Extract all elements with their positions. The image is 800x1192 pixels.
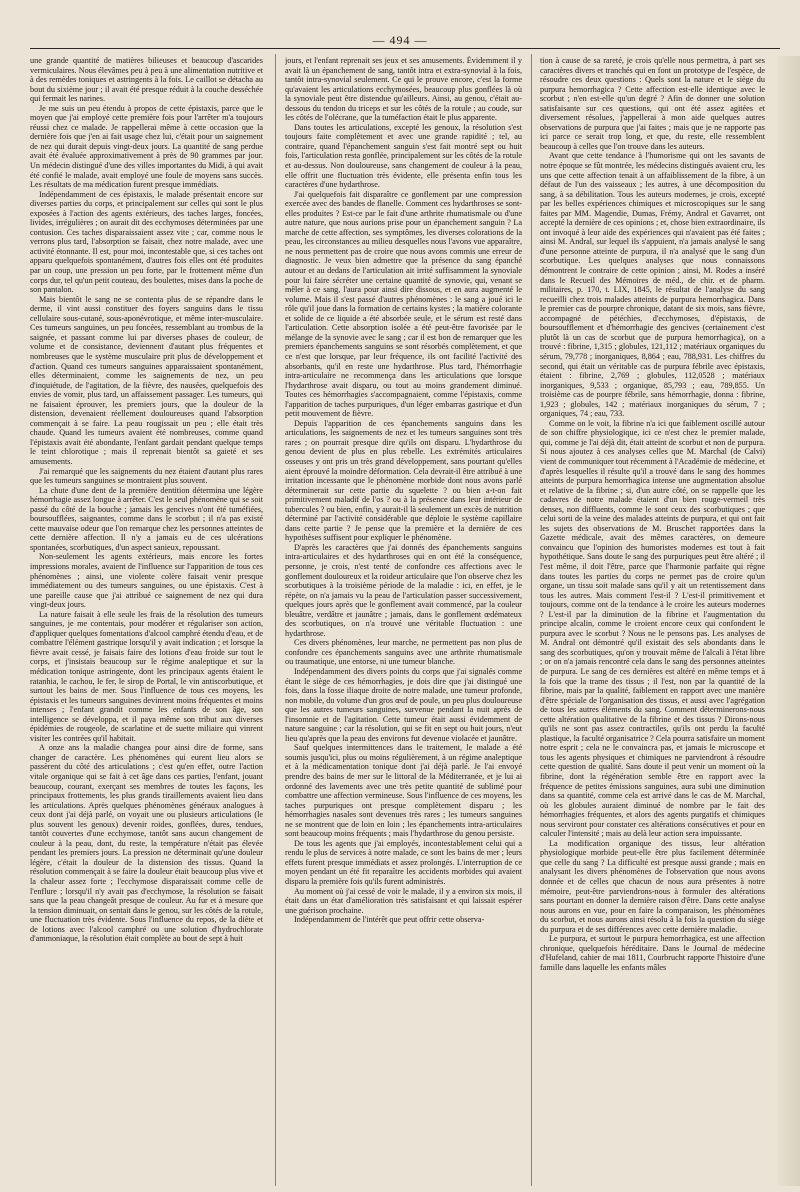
paragraph: tion à cause de sa rareté, je crois qu'elle nous permettra, à part ses caractères divers et tranchés qui en font un prototype de l'espèce, de résoudre ces deux questions : Quels sont la nature et le siège du purpura hemorrhagica ? Cette affection est-elle identique avec le scorbut ; n'en est-elle qu'un degré ? Afin de donner une solution satisfaisante sur ces questions, qui ont été assez agitées et diversement résolues, j'appellerai à mon aide quelques autres observations de purpura que j'ai faites ; mais que je ne rapporte pas ici parce ce serait trop long, et que, du reste, elle ressemblent beaucoup à celles que l'on trouve dans les auteurs. xyxy=(540,56,765,151)
paragraph: Avant que cette tendance à l'humorisme qui ont les savants de notre époque se fût montrée, les médecins distingués avaient cru, les uns que cette affection tenait à un affaiblissement de la fibre, à un défaut de l'un des vaisseaux ; les autres, à une décomposition du sang, à sa débilitation. Tous les auteurs modernes, je crois, excepté par les belles expériences chimiques et microscopiques sur le sang faites par MM. Magendie, Dumas, Frémy, Andral et Gavarret, ont accepté la dernière de ces opinions ; et, chose bien extraordinaire, ils ont invoqué à leur aide des expériences qui n'avaient pas été faites ; ainsi M. Andral, sur lequel ils s'appuient, n'a jamais analysé le sang d'une personne atteinte de purpura, il n'a analysé que le sang d'un scorbutique. Les quelques analyses que nous connaissons démontrent le contraire de cette opinion ; ainsi, M. Rodes a inséré dans le Recueil des Mémoires de méd., de chir. et de pharm. militaires, p. 170, t. LIX, 1845, le résultat de l'analyse du sang recueilli chez trois malades atteints de purpura hemorrhagica. Dans le premier cas de pourpre chronique, datant de six mois, sans fièvre, accompagné de pétéchies, d'ecchymoses, d'épistaxis, de boursoufflement et d'hémorrhagie des gencives (certainement c'est plutôt là un cas de scorbut que de purpura hemorrhagica), on a trouvé : fibrine, 1,315 ; globules, 121,112 ; matériaux organiques du sérum, 79,778 ; inorganiques, 8,864 ; eau, 788,931. Les chiffres du second, qui était un véritable cas de purpura fébrile avec épistaxis, étaient : fibrine, 2,769 ; globules, 112,0528 ; matériaux inorganiques, 9,533 ; organique, 85,793 ; eau, 789,855. Un troisième cas de pourpre fébrile, sans hémorrhagie, donna : fibrine, 1,923 ; globules, 142 ; matériaux inorganiques du sérum, 7 ; organiques, 74 ; eau, 733. xyxy=(540,151,765,419)
paragraph: La chute d'une dent de la première dentition détermina une légère hémorrhagie assez longue à arrêter. C'est le seul phénomène qui se soit passé du côté de la bouche ; jamais les gencives n'ont été tuméfiées, boursoufflées, saignantes, comme dans le scorbut ; il n'a pas existé cette mauvaise odeur que l'on remarque chez les personnes atteintes de cette dernière affection. Il n'y a jamais eu de ces ulcérations spontanées, scorbutiques, d'un aspect sanieux, repoussant. xyxy=(30,485,263,552)
paragraph: De tous les agents que j'ai employés, incontestablement celui qui a rendu le plus de services à notre malade, ce sont les bains de mer ; leurs effets furent presque immédiats et assez prolongés. L'interruption de ce moyen pendant un été fit reparaître les accidents morbides qui avaient disparu la première fois qu'ils furent administrés. xyxy=(285,838,522,887)
column-middle xyxy=(285,56,522,1186)
paragraph: Non-seulement les agents extérieurs, mais encore les fortes impressions morales, avaient de l'influence sur l'apparition de tous ces phénomènes ; ainsi, une violente colère faisait venir presque immédiatement ou des tumeurs sanguines, ou une épistaxis. C'est à une pareille cause que j'ai attribué ce saignement de nez qui dura vingt-deux jours. xyxy=(30,552,263,610)
paragraph: Le purpura, et surtout le purpura hemorrhagica, est une affection chronique, quelquefois héréditaire. Dans le Journal de médecine d'Hufeland, cahier de mai 1811, Courbrucht rapporte l'histoire d'une famille dans laquelle les enfants mâles xyxy=(540,934,765,972)
paragraph: J'ai quelquefois fait disparaître ce gonflement par une compression exercée avec des bandes de flanelle. Comment ces hydarthroses se sont-elles produites ? Est-ce par le fait d'une arthrite rhumatismale ou d'une autre nature, que nous aurions prise pour un épanchement sanguin ? La marche de cette affection, ses symptômes, les diverses colorations de la peau, les circonstances au milieu desquelles nous l'avons vue apparaître, ne nous permettent pas de croire que nous avons commis une erreur de diagnostic. Je veux bien admettre que la présence du sang épanché autour et au dedans de l'articulation ait irrité suffisamment la synoviale pour lui faire sécréter une certaine quantité de synovie, qui, venant se mêler à ce sang, l'aura pour ainsi dire dissous, et en aura augmenté le volume. Mais il s'est passé d'autres phénomènes : le sang a joué ici le rôle qu'il joue dans la formation de certains kystes ; la matière colorante et solide de ce liquide a été absorbée seule, et le sérum est resté dans l'articulation. Cette absorption isolée a été peut-être favorisée par le mélange de la synovie avec le sang ; car il est bon de remarquer que les premiers épanchements sanguins se sont résorbés complètement, et que ce n'est que lorsque, par leur fréquence, ils ont facilité l'activité des absorbants, qu'il en reste une hydarthrose. Plus tard, l'hémorrhagie intra-articulaire ne recommença dans les articulations que lorsque l'hydarthrose avait disparu, ou tout au moins grandement diminué. Toutes ces hémorrhagies s'accompagnaient, comme l'épistaxis, comme l'apparition de taches purpuriques, d'un léger embarras gastrique et d'un petit mouvement de fièvre. xyxy=(285,189,522,419)
paragraph: D'après les caractères que j'ai donnés des épanchements sanguins intra-articulaires et des hydarthroses qui en ont été la conséquence, personne, je crois, n'est tenté de confondre ces affections avec le gonflement douloureux et la roideur articulaire que l'on observe chez les scorbutiques à la troisième période de la maladie : ici, en effet, je le répète, on n'a jamais vu la peau de l'articulation passer successivement, quelques jours après que le gonflement avait commencé, par la couleur bleuâtre, verdâtre et jaunâtre ; jamais, dans le gonflement œdémateux des scorbutiques, on n'a trouvé une véritable fluctuation : une hydarthrose. xyxy=(285,542,522,638)
paragraph: J'ai remarqué que les saignements du nez étaient d'autant plus rares que les tumeurs sanguines se montraient plus souvent. xyxy=(30,466,263,486)
column-right xyxy=(540,56,765,1186)
page-number: — 494 — xyxy=(372,33,428,47)
paragraph: A onze ans la maladie changea pour ainsi dire de forme, sans changer de caractère. Les phénomènes qui eurent lieu alors se passèrent du côté des articulations ; c'est qu'en effet, outre l'action vitale organique qui se fait à cet âge dans ces parties, l'enfant, jouant beaucoup, courant, exerçant ses membres de toutes les façons, les principaux frottements, les plus grands tiraillements avaient lieu dans les articulations. Après quelques phénomènes généraux analogues à ceux dont j'ai déjà parlé, on voyait une ou plusieurs articulations (le plus souvent les genoux) devenir roides, gonflées, dures, tendues, tantôt couvertes d'une ecchymose, tantôt sans aucun changement de couleur à la peau, dont, du reste, la température n'était pas élevée pendant les premiers jours. La pression ne déterminait qu'une douleur légère, c'était la douleur de la distension des tissus. Quand la résolution commençait à se faire la douleur était beaucoup plus vive et la chaleur assez forte ; l'ecchymose disparaissait comme celle de l'enflure ; lorsqu'il n'y avait pas d'ecchymose, la résolution se faisait sans que la peau changeât presque de couleur. Au fur et à mesure que la tension diminuait, on sentait dans le genou, sur les côtés de la rotule, une fluctuation très évidente. Sous l'influence du repos, de la diète et de lotions avec l'alcool camphré ou une solution d'hydrochlorate d'ammoniaque, la résolution était complète au bout de sept à huit xyxy=(30,743,263,944)
paragraph: Au moment où j'ai cessé de voir le malade, il y a environ six mois, il était dans un état d'amélioration très satisfaisant et qui laissait espérer une guérison prochaine. xyxy=(285,886,522,915)
paragraph: une grande quantité de matières bilieuses et beaucoup d'ascarides vermiculaires. Nous élevâmes peu à peu à une alimentation nutritive et à des remèdes toniques et astringents à la fois. Le caillot se détacha au bout du sixième jour ; il avait été presque réduit à la couche desséchée qui fermait les narines. xyxy=(30,56,263,104)
header-rule xyxy=(30,48,780,49)
column-divider-1 xyxy=(275,54,276,1186)
column-left xyxy=(30,56,263,1186)
paragraph: Mais bientôt le sang ne se contenta plus de se répandre dans le derme, il vint aussi constituer des foyers sanguins dans le tissu cellulaire sous-cutané, sous-aponévrotique, et même inter-musculaire. Ces tumeurs sanguines, un peu foncées, ressemblant au trombus de la saignée, et passant comme lui par diverses phases de couleur, de volume et de consistance, deviennent d'autant plus fréquentes et nombreuses que le système musculaire prit plus de développement et d'action. Quand ces tumeurs sanguines apparaissaient spontanément, elles déterminaient, comme les saignements de nez, un peu d'inquiétude, de l'agitation, de la fièvre, des nausées, quelquefois des envies de vomir, plus tard, un affaissement passager. Les tumeurs, qui ne faisaient éprouver, les premiers jours, que la douleur de la distension, devenaient réellement douloureuses quand l'absorption commençait à se faire. La peau rougissait un peu ; elle était très chaude. Quand les tumeurs avaient été nombreuses, comme quand l'épistaxis avait été abondante, l'enfant gardait pendant quelque temps le teint chlorotique ; mais il reprenait bientôt sa gaieté et ses amusements. xyxy=(30,294,263,466)
paragraph: Indépendamment de ces épistaxis, le malade présentait encore sur diverses parties du corps, et principalement sur celles qui sont le plus exposées à l'action des agents extérieurs, des taches larges, foncées, livides, irrégulières ; on aurait dit des ecchymoses déterminées par une contusion. Ces taches disparaissaient assez vite ; car, comme nous le verrons plus tard, l'absorption se faisait, chez notre malade, avec une activité étonnante. Il est, pour moi, incontestable que, si ces taches ont apparu quelquefois spontanément, d'autres fois elles ont été produites par un coup, une pression un peu forte, par le frottement même d'un corps dur, tel qu'un petit couteau, des boulettes, mises dans la poche de son pantalon. xyxy=(30,189,263,295)
paragraph: Je me suis un peu étendu à propos de cette épistaxis, parce que le moyen que j'ai employé cette première fois pour l'arrêter m'a toujours réussi chez ce malade. Je rappellerai même à cette occasion que la dernière fois que j'en ai fait usage chez lui, c'était pour un saignement de nez qui durait depuis vingt-deux jours. La quantité de sang perdue avait été évaluée approximativement à près de 90 grammes par jour. Un médecin distingué d'une des villes importantes du Midi, à qui avait été confié le malade, avait employé une foule de moyens sans succès. Les résultats de ma médication furent presque immédiats. xyxy=(30,103,263,190)
binding-gutter xyxy=(778,56,800,1186)
paragraph: Sauf quelques intermittences dans le traitement, le malade a été soumis jusqu'ici, plus ou moins régulièrement, à un régime analeptique et à la médicamentation tonique dont j'ai déjà parlé. Je l'ai envoyé prendre des bains de mer sur le littoral de la Méditerranée, et je lui ai ordonné des lavements avec une très petite quantité de sublimé pour combattre une affection vermineuse. Sous l'influence de ces moyens, les taches purpuriques ont presque complètement disparu ; les hémorrhagies nasales sont devenues très rares ; les tumeurs sanguines ne se montrent que de loin en loin ; les épanchements intra-articulaires sont beaucoup moins fréquents ; mais l'hydarthrose du genou persiste. xyxy=(285,743,522,839)
column-divider-2 xyxy=(531,54,532,1186)
paragraph: La modification organique des tissus, leur altération physiologique morbide peut-elle être plus facilement déterminée que celle du sang ? La difficulté est presque aussi grande ; mais en analysant les divers phénomènes de l'observation que nous avons donnée et de celles que chacun de nous aura présentes à notre mémoire, peut-être parviendrons-nous à formuler des altérations sans pourtant en donner la dernière raison d'être. Dans cette analyse nous aurons en vue, pour en faire la comparaison, les phénomènes du scorbut, et nous aurons ainsi résolu à la fois la question du siège du purpura et de ses différences avec cette dernière maladie. xyxy=(540,838,765,934)
paragraph: Comme on le voit, la fibrine n'a ici que faiblement oscillé autour de son chiffre physiologique, ici ce n'est chez le premier malade, qui, comme je l'ai déjà dit, était atteint de scorbut et non de purpura. Si nous ajoutez à ces analyses celles que M. Marchal (de Calvi) vient de communiquer tout récemment à l'Académie de médecine, et d'après lesquelles il résulte qu'il a trouvé dans le sang des hommes atteints de purpura hemorrhagica intense une augmentation absolue et relative de la fibrine ; si, d'un autre côté, on se rappelle que les cadavres de notre malade étaient d'un bien rouge-vermeil très denses, non diffluents, comme le sont ceux des scorbutiques ; que celui sorti de la veine des malades atteints de purpura, et qui ont fait les sujets des observations de M. Bruschet rapportées dans la Gazette médicale, avait des mêmes caractères, on demeure convaincu que l'opinion des humoristes modernes est tout à fait hypothétique. Sans doute le sang des purpuriques peut être altéré ; il l'est même, il doit l'être, parce que l'harmonie parfaite qui règne dans toutes les parties du corps ne permet pas de croire qu'un organe, un tissu soit malade sans qu'il y ait un retentissement dans tous les autres. Mais comment l'est-il ? L'est-il primitivement et toujours, comme ont de la tendance à le croire les auteurs modernes ? L'est-il par la diminution de la fibrine et l'augmentation du principe alcalin, comme le croient encore ceux qui confondent le purpura avec le scorbut ? Nous ne le pensons pas. Les analyses de M. Andral ont démontré qu'il existait des sels abondants dans le sang des scorbutiques, qu'on y trouvait même de l'alcali à l'état libre ; or on n'a jamais rencontré cela dans le sang des personnes atteintes de purpura. Le sang de ces dernières est altéré en même temps et à la fois que la trame des tissus ; il l'est, non par la quantité de la fibrine, mais par la qualité, faiblement en rapport avec une manière d'être spéciale de l'organisation des tissus, et aussi avec l'agrégation de tous les autres éléments du sang. Comment déterminerons-nous cette altération qualitative de la fibrine et des tissus ? Dirons-nous qu'ils ne sont pas assez contractiles, qu'ils ont perdu la faculté plastique, la faculté organisatrice ? Cela pourra satisfaire un moment notre esprit ; cela ne le convaincra pas, et jamais le microscope et tous les agents physiques et chimiques ne parviendront à résoudre cette question de qualité. Sans doute il peut venir un moment où la fibrine, dont la régénération semble être en rapport avec la fréquence de petites émissions sanguines, aura subi une diminution dans sa quantité, comme cela est arrivé dans le cas de M. Marchal, où les globules auraient diminué de nombre par le fait des hémorrhagies fréquentes, et alors des agents purgatifs et chimiques nous serviront pour constater ces altérations consécutives et pour en calculer l'intensité ; mais au delà leur action sera impuissante. xyxy=(540,418,765,839)
paragraph: jours, et l'enfant reprenait ses jeux et ses amusements. Évidemment il y avait là un épanchement de sang, tantôt intra et extra-synovial à la fois, tantôt intra-synovial seulement. Ce qui le prouve encore, c'est la forme qu'avaient les articulations ecchymosées, beaucoup plus gonflées là où la synoviale peut être distendue qu'ailleurs. Ainsi, au genou, c'était au-dessous du tendon du triceps et sur les côtés de la rotule ; au coude, sur les côtés de l'olécrane, que la tuméfaction était le plus apparente. xyxy=(285,56,522,123)
paragraph: La nature faisait à elle seule les frais de la résolution des tumeurs sanguines, je me contentais, pour modérer et régulariser son action, d'appliquer quelques fomentations d'alcool camphré étendu d'eau, et de combattre l'élément gastrique lorsqu'il y avait indication ; et lorsque la fièvre avait cessé, je faisais faire des lotions d'eau froide sur tout le corps, et j'insistais beaucoup sur le régime analeptique et sur la médication tonique astringente, dont les principaux agents étaient le ratanhia, le cachou, le fer, le sirop de Portal, le vin antiscorbutique, et surtout les bains de mer. Sous l'influence de tous ces moyens, les épistaxis et les tumeurs sanguines devinrent moins fréquentes et moins intenses ; l'enfant grandit comme les enfants de son âge, son intelligence se développa, et il paya même son tribut aux diverses épidémies de rougeole, de scarlatine et de suette miliaire qui vinrent visiter les contrées qu'il habitait. xyxy=(30,609,263,743)
paragraph: Depuis l'apparition de ces épanchements sanguins dans les articulations, les saignements de nez et les tumeurs sanguines sont très rares ; on pourrait presque dire qu'ils ont disparu. L'hydarthrose du genou devient de plus en plus rebelle. Les extrémités articulaires osseuses y ont pris un très grand développement, sans pourtant qu'elles aient éprouvé la moindre déformation. Cela devrait-il être attribué à une irritation incessante que le phénomène morbide dont nous avons parlé déterminerait sur cette partie du squelette ? ou bien a-t-on fait primitivement maladif de l'os ? ou à la présence dans leur intérieur de tubercules ? ou bien, enfin, y aurait-il là seulement un excès de nutrition déterminé par l'activité considérable que déploie le système capillaire dans cette partie ? Je pense que la première et la dernière de ces hypothèses suffisent pour expliquer le phénomène. xyxy=(285,418,522,543)
paragraph: Indépendamment des divers points du corps que j'ai signalés comme étant le siège de ces hémorrhagies, je dois dire que j'ai distingué une fois, dans la fosse iliaque droite de notre malade, une tumeur profonde, non mobile, du volume d'un gros œuf de poule, un peu plus douloureuse que les autres tumeurs sanguines, survenue pendant la nuit après de l'insomnie et de l'agitation. Cette tumeur était aussi évidemment de nature sanguine ; car la résolution, qui se fit en sept ou huit jours, n'eut lieu qu'après que la peau des environs fut devenue violacée et jaunâtre. xyxy=(285,667,522,743)
paragraph: Indépendamment de l'intérêt que peut offrir cette observa- xyxy=(294,915,485,925)
paragraph: Dans toutes les articulations, excepté les genoux, la résolution s'est toujours faite complètement et avec une grande rapidité ; tel, au contraire, quand l'épanchement sanguin s'est fait montré sept ou huit fois, l'articulation resta gonflée, principalement sur les côtés de la rotule et au-dessus. Non douloureuse, sans changement de couleur à la peau, elle offrit une fluctuation très évidente, elle présenta enfin tous les caractères d'une hydarthrose. xyxy=(285,122,522,190)
paragraph: Ces divers phénomènes, leur marche, ne permettent pas non plus de confondre ces épanchements sanguins avec une arthrite rhumatismale ou traumatique, une entorse, ni une tumeur blanche. xyxy=(285,638,522,667)
